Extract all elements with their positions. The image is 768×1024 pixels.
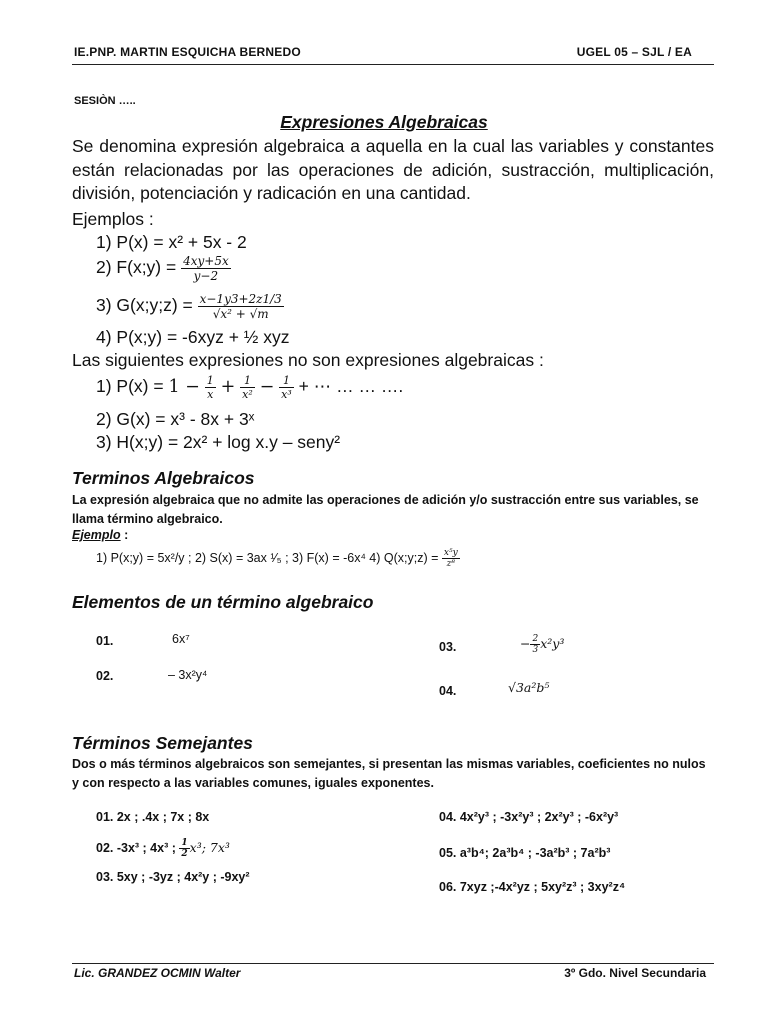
elements-heading: Elementos de un término algebraico xyxy=(72,592,374,612)
frac-1-numerator: 1 xyxy=(206,374,214,387)
example-1: 1) P(x) = x² + 5x - 2 xyxy=(96,232,247,252)
non-example-1-frac-2 xyxy=(240,374,255,401)
similar-06: 06. 7xyz ;-4x²yz ; 5xy²z³ ; 3xy²z⁴ xyxy=(439,880,626,894)
element-04-number: 04. xyxy=(439,684,457,698)
examples-label: Ejemplos : xyxy=(72,209,154,229)
example-3-numerator: x−1y3+2z1/3 xyxy=(199,292,282,306)
element-03-number: 03. xyxy=(439,640,457,654)
footer-grade: 3º Gdo. Nivel Secundaria xyxy=(564,966,706,980)
element-04-expression: √3a²b⁵ xyxy=(508,680,550,695)
similar-02-b: x³; 7x³ xyxy=(189,839,230,855)
terms-q-denominator: z⁸ xyxy=(446,559,455,569)
similar-heading: Términos Semejantes xyxy=(72,733,253,753)
terms-q-fraction xyxy=(442,548,460,569)
similar-02 xyxy=(96,838,230,859)
example-2-prefix: 2) F(x;y) = xyxy=(96,257,182,278)
non-example-3: 3) H(x;y) = 2x² + log x.y – seny² xyxy=(96,432,341,452)
similar-02-frac-numerator: 1 xyxy=(181,838,188,848)
element-03-fraction xyxy=(530,634,540,655)
example-2 xyxy=(96,254,231,283)
example-4: 4) P(x;y) = -6xyz + ½ xyz xyxy=(96,327,290,347)
example-3 xyxy=(96,292,284,321)
terms-description: La expresión algebraica que no admite las operaciones de adición y/o sustracción entre sus variables, se llama término algebraico. xyxy=(72,493,699,526)
terms-heading: Terminos Algebraicos xyxy=(72,468,255,488)
frac-1-denominator: x xyxy=(207,388,214,401)
non-examples-label: Las siguientes expresiones no son expresiones algebraicas : xyxy=(72,350,544,370)
element-03-frac-denominator: 3 xyxy=(532,645,539,655)
non-example-1-one: 1 − xyxy=(168,377,200,398)
similar-02-frac-denominator: 2 xyxy=(181,849,188,859)
terms-example-line xyxy=(96,548,460,569)
similar-02-a: 02. -3x³ ; 4x³ ; xyxy=(96,840,180,855)
non-example-1-prefix: 1) P(x) = xyxy=(96,376,169,397)
footer-rule xyxy=(72,963,714,964)
similar-02-fraction xyxy=(179,838,189,859)
example-2-denominator: y−2 xyxy=(193,269,219,283)
similar-01: 01. 2x ; .4x ; 7x ; 8x xyxy=(96,810,210,824)
page-title: Expresiones Algebraicas xyxy=(280,112,488,132)
terms-example-colon: : xyxy=(120,528,129,542)
element-02-number: 02. xyxy=(96,669,114,683)
example-3-prefix: 3) G(x;y;z) = xyxy=(96,295,198,316)
terms-example-text: 1) P(x;y) = 5x²/y ; 2) S(x) = 3ax ¹⁄₅ ; 3) F(x) = -6x⁴ 4) Q(x;y;z) = xyxy=(96,550,442,565)
header-school: IE.PNP. MARTIN ESQUICHA BERNEDO xyxy=(74,45,301,59)
similar-04: 04. 4x²y³ ; -3x²y³ ; 2x²y³ ; -6x²y³ xyxy=(439,810,619,824)
example-3-denominator: √x² + √m xyxy=(212,307,269,321)
similar-03: 03. 5xy ; -3yz ; 4x²y ; -9xy² xyxy=(96,870,250,884)
definition-paragraph: Se denomina expresión algebraica a aquella en la cual las variables y constantes están relacionadas por las operaciones de adición, sustracción, multiplicación, división, potenciación y radicación en una cantidad. xyxy=(72,136,714,203)
non-example-1-tail: + ⋯ … … …. xyxy=(298,376,404,397)
frac-2-denominator: x² xyxy=(242,388,253,401)
non-example-1-frac-1 xyxy=(205,374,216,401)
element-01-expression: 6x⁷ xyxy=(172,632,190,646)
non-example-2: 2) G(x) = x³ - 8x + 3ˣ xyxy=(96,409,255,429)
frac-2-numerator: 1 xyxy=(240,374,255,388)
footer-teacher: Lic. GRANDEZ OCMIN Walter xyxy=(74,966,241,980)
element-02-expression: – 3x²y⁴ xyxy=(168,668,208,682)
terms-example-label-wrap xyxy=(72,528,128,542)
element-03-frac-numerator: 2 xyxy=(532,634,539,644)
terms-example-label: Ejemplo xyxy=(72,528,121,542)
element-03-sign: − xyxy=(520,636,531,651)
non-example-1-plus: + xyxy=(220,377,236,398)
frac-3-numerator: 1 xyxy=(279,374,294,388)
element-03-expression xyxy=(520,634,564,655)
element-01-number: 01. xyxy=(96,634,114,648)
example-3-fraction xyxy=(198,292,284,321)
non-example-1-minus: − xyxy=(259,377,275,398)
similar-description: Dos o más términos algebraicos son semejantes, si presentan las mismas variables, coeficientes no nulos y con respecto a las variables comunes, iguales exponentes. xyxy=(72,757,706,790)
element-03-rest: x²y³ xyxy=(540,636,565,651)
similar-05: 05. a³b⁴; 2a³b⁴ ; -3a²b³ ; 7a²b³ xyxy=(439,846,611,860)
example-2-numerator: 4xy+5x xyxy=(183,254,229,268)
non-example-1-frac-3 xyxy=(279,374,294,401)
header-region: UGEL 05 – SJL / EA xyxy=(576,45,692,59)
terms-q-numerator: x⁵y xyxy=(443,548,458,558)
session-label: SESIÒN ….. xyxy=(74,95,136,107)
example-2-fraction xyxy=(181,254,231,283)
header-rule xyxy=(72,64,714,65)
non-example-1 xyxy=(96,374,403,401)
frac-3-denominator: x³ xyxy=(281,388,292,401)
